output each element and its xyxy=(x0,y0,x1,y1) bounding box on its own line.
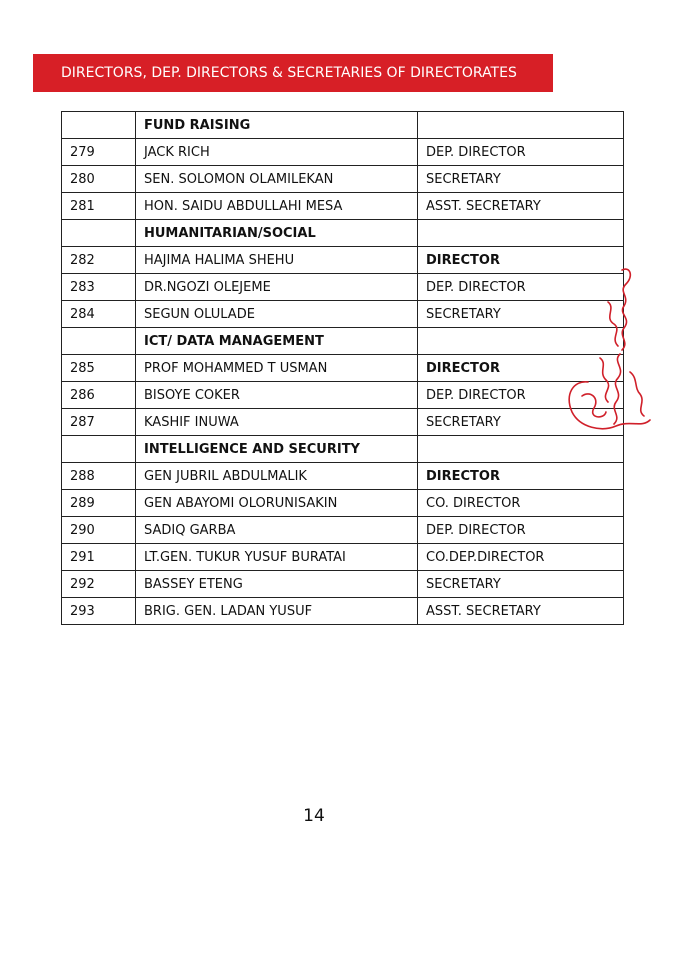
member-role: DIRECTOR xyxy=(418,247,624,274)
section-title: INTELLIGENCE AND SECURITY xyxy=(136,436,418,463)
row-number: 291 xyxy=(62,544,136,571)
row-number: 286 xyxy=(62,382,136,409)
table-row xyxy=(62,274,624,301)
section-role-cell xyxy=(418,112,624,139)
member-name: GEN JUBRIL ABDULMALIK xyxy=(136,463,418,490)
section-number-cell xyxy=(62,328,136,355)
member-role: DEP. DIRECTOR xyxy=(418,517,624,544)
table-row xyxy=(62,139,624,166)
section-role-cell xyxy=(418,220,624,247)
table-row xyxy=(62,193,624,220)
row-number: 280 xyxy=(62,166,136,193)
member-name: KASHIF INUWA xyxy=(136,409,418,436)
member-role: DEP. DIRECTOR xyxy=(418,382,624,409)
section-header-row xyxy=(62,220,624,247)
section-title: HUMANITARIAN/SOCIAL xyxy=(136,220,418,247)
member-name: SEN. SOLOMON OLAMILEKAN xyxy=(136,166,418,193)
row-number: 289 xyxy=(62,490,136,517)
member-name: HON. SAIDU ABDULLAHI MESA xyxy=(136,193,418,220)
row-number: 293 xyxy=(62,598,136,625)
member-name: SEGUN OLULADE xyxy=(136,301,418,328)
section-number-cell xyxy=(62,220,136,247)
table-row xyxy=(62,355,624,382)
member-role: CO. DIRECTOR xyxy=(418,490,624,517)
table-row xyxy=(62,247,624,274)
member-name: DR.NGOZI OLEJEME xyxy=(136,274,418,301)
table-row xyxy=(62,517,624,544)
section-title: ICT/ DATA MANAGEMENT xyxy=(136,328,418,355)
table-row xyxy=(62,544,624,571)
table-row xyxy=(62,571,624,598)
table-row xyxy=(62,382,624,409)
row-number: 292 xyxy=(62,571,136,598)
member-name: LT.GEN. TUKUR YUSUF BURATAI xyxy=(136,544,418,571)
row-number: 290 xyxy=(62,517,136,544)
table-row xyxy=(62,490,624,517)
table-row xyxy=(62,409,624,436)
member-role: SECRETARY xyxy=(418,301,624,328)
section-title: FUND RAISING xyxy=(136,112,418,139)
row-number: 281 xyxy=(62,193,136,220)
member-name: JACK RICH xyxy=(136,139,418,166)
member-role: CO.DEP.DIRECTOR xyxy=(418,544,624,571)
header-banner xyxy=(33,54,553,92)
row-number: 287 xyxy=(62,409,136,436)
member-role: DIRECTOR xyxy=(418,463,624,490)
member-name: PROF MOHAMMED T USMAN xyxy=(136,355,418,382)
row-number: 282 xyxy=(62,247,136,274)
member-name: BRIG. GEN. LADAN YUSUF xyxy=(136,598,418,625)
member-role: ASST. SECRETARY xyxy=(418,193,624,220)
table-row xyxy=(62,463,624,490)
section-number-cell xyxy=(62,436,136,463)
section-header-row xyxy=(62,328,624,355)
member-role: DIRECTOR xyxy=(418,355,624,382)
member-role: SECRETARY xyxy=(418,571,624,598)
member-role: SECRETARY xyxy=(418,409,624,436)
section-header-row xyxy=(62,436,624,463)
directorates-table xyxy=(61,111,624,625)
table-row xyxy=(62,166,624,193)
section-number-cell xyxy=(62,112,136,139)
member-name: GEN ABAYOMI OLORUNISAKIN xyxy=(136,490,418,517)
member-name: HAJIMA HALIMA SHEHU xyxy=(136,247,418,274)
row-number: 288 xyxy=(62,463,136,490)
row-number: 284 xyxy=(62,301,136,328)
row-number: 279 xyxy=(62,139,136,166)
member-name: SADIQ GARBA xyxy=(136,517,418,544)
member-role: DEP. DIRECTOR xyxy=(418,139,624,166)
table-row xyxy=(62,598,624,625)
member-role: ASST. SECRETARY xyxy=(418,598,624,625)
signature-icon xyxy=(560,262,655,452)
member-name: BISOYE COKER xyxy=(136,382,418,409)
row-number: 285 xyxy=(62,355,136,382)
row-number: 283 xyxy=(62,274,136,301)
page-number: 14 xyxy=(303,806,325,826)
section-header-row xyxy=(62,112,624,139)
header-title: DIRECTORS, DEP. DIRECTORS & SECRETARIES OF DIRECTORATES xyxy=(61,65,517,81)
member-role: SECRETARY xyxy=(418,166,624,193)
member-role: DEP. DIRECTOR xyxy=(418,274,624,301)
member-name: BASSEY ETENG xyxy=(136,571,418,598)
table-row xyxy=(62,301,624,328)
